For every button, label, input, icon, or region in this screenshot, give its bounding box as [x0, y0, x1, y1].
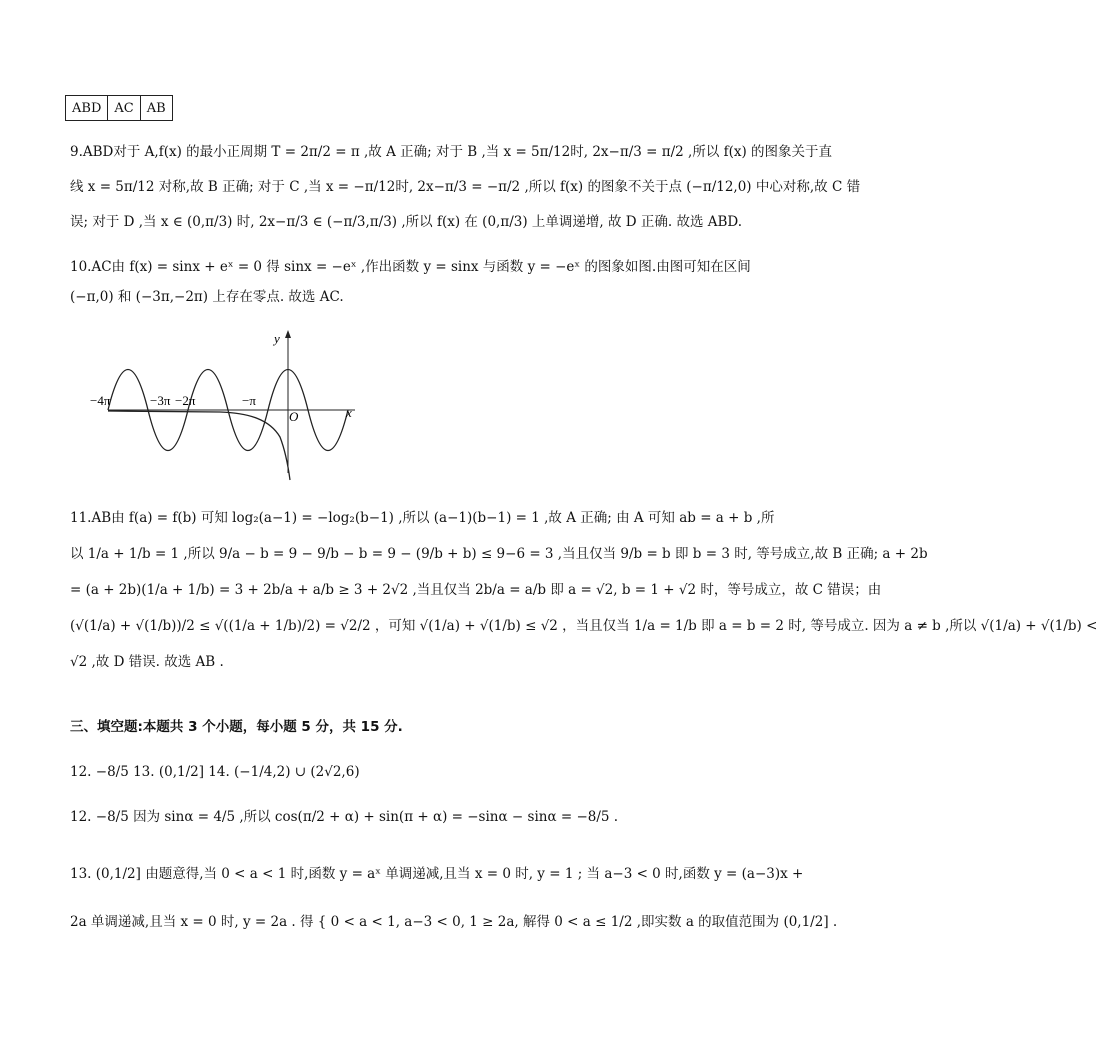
q10-line-1: 10.AC由 f(x) = sinx + eˣ = 0 得 sinx = −eˣ ,作出函数 y = sinx 与函数 y = −eˣ 的图象如图.由图可知在区间: [70, 259, 751, 275]
question-11-solution: [70, 500, 1097, 680]
q11-line-2: 以 1/a + 1/b = 1 ,所以 9/a − b = 9 − 9/b − b = 9 − (9/b + b) ≤ 9−6 = 3 ,当且仅当 9/b = b 即 b = 3 时, 等号成立,故 B 正确; a + 2b: [70, 546, 928, 562]
label-neg-2pi: −2π: [175, 393, 196, 408]
neg-exp-curve: [108, 411, 290, 480]
answer-cell-3: AB: [140, 96, 172, 121]
q12-line: 12. −8/5 因为 sinα = 4/5 ,所以 cos(π/2 + α) + sin(π + α) = −sinα − sinα = −8/5 .: [70, 809, 619, 825]
question-9-solution: [70, 135, 861, 240]
q11-line-3: = (a + 2b)(1/a + 1/b) = 3 + 2b/a + a/b ≥ 3 + 2√2 ,当且仅当 2b/a = a/b 即 a = √2, b = 1 + √2 时，等号成立，故 C 错误；由: [70, 582, 882, 598]
q11-line-5: √2 ,故 D 错误. 故选 AB .: [70, 654, 224, 670]
q10-line-2: (−π,0) 和 (−3π,−2π) 上存在零点. 故选 AC.: [70, 289, 344, 305]
q9-line-2: 线 x = 5π/12 对称,故 B 正确; 对于 C ,当 x = −π/12时, 2x−π/3 = −π/2 ,所以 f(x) 的图象不关于点 (−π/12,0) 中心对称,故 C 错: [70, 179, 861, 195]
q9-line-3: 误; 对于 D ,当 x ∈ (0,π/3) 时, 2x−π/3 ∈ (−π/3,π/3) ,所以 f(x) 在 (0,π/3) 上单调递增, 故 D 正确. 故选 ABD.: [70, 214, 743, 230]
label-neg-pi: −π: [242, 393, 256, 408]
answer-cell-1: ABD: [66, 96, 108, 121]
question-10-solution: [70, 252, 750, 312]
function-graph: [70, 325, 370, 485]
fill-in-answers: [70, 755, 750, 790]
q13-line-2: 2a 单调递减,且当 x = 0 时, y = 2a . 得 { 0 < a < 1, a−3 < 0, 1 ≥ 2a, 解得 0 < a ≤ 1/2 ,即实数 a 的取值范围为 (0,1/2] .: [70, 914, 838, 930]
label-y-axis: y: [274, 331, 280, 346]
answer-table: [65, 95, 173, 121]
question-12-solution: [70, 800, 750, 835]
label-neg-4pi: −4π: [90, 393, 111, 408]
q11-line-4: (√(1/a) + √(1/b))/2 ≤ √((1/a + 1/b)/2) = √2/2 ，可知 √(1/a) + √(1/b) ≤ √2 ，当且仅当 1/a = 1/b 即 a = b = 2 时, 等号成立. 因为 a ≠ b ,所以 √(1/a) + √(1/b) <: [70, 618, 1097, 634]
section-heading: 三、填空题:本题共 3 个小题，每小题 5 分，共 15 分.: [70, 719, 403, 735]
label-x-axis: x: [346, 405, 352, 420]
q11-line-1: 11.AB由 f(a) = f(b) 可知 log₂(a−1) = −log₂(b−1) ,所以 (a−1)(b−1) = 1 ,故 A 正确; 由 A 可知 ab = a + b ,所: [70, 510, 775, 526]
label-origin: O: [289, 409, 299, 424]
q13-line-1: 13. (0,1/2] 由题意得,当 0 < a < 1 时,函数 y = aˣ 单调递减,且当 x = 0 时, y = 1 ; 当 a−3 < 0 时,函数 y = (a−3)x +: [70, 866, 804, 882]
question-13-solution: [70, 850, 838, 946]
answer-cell-2: AC: [108, 96, 140, 121]
q9-line-1: 9.ABD对于 A,f(x) 的最小正周期 T = 2π/2 = π ,故 A 正确; 对于 B ,当 x = 5π/12时, 2x−π/3 = π/2 ,所以 f(x) 的图象关于直: [70, 144, 833, 160]
answers-line: 12. −8/5 13. (0,1/2] 14. (−1/4,2) ∪ (2√2,6): [70, 764, 360, 780]
label-neg-3pi: −3π: [150, 393, 171, 408]
y-axis-arrow-icon: [285, 330, 291, 338]
